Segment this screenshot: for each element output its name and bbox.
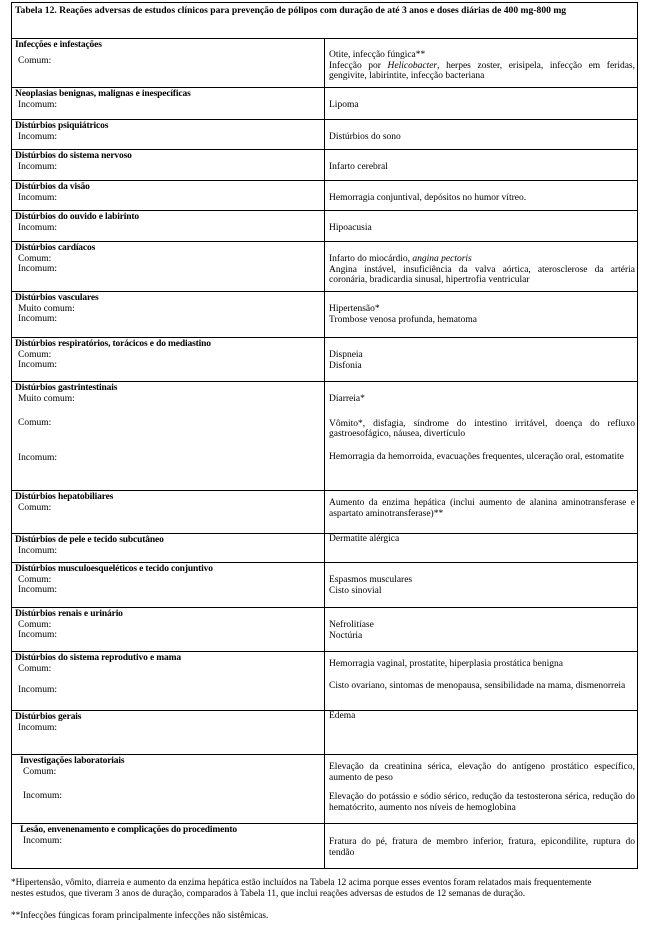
table-title: Tabela 12. Reações adversas de estudos clínicos para prevenção de pólipos com duração de até 3 anos e doses diárias de 400 mg-800 mg [12, 3, 638, 39]
category-cell [12, 824, 325, 869]
frequency-label: Comum: [18, 253, 52, 264]
table-row [12, 824, 638, 869]
frequency-label: Incomum: [18, 545, 58, 556]
reaction-text: Angina instável, insuficiência da valva aórtica, aterosclerose da artéria coronária, bradicardia sinusal, hipertrofia ventricular [329, 264, 635, 286]
frequency-label: Incomum: [18, 192, 58, 203]
reaction-text: Disfonia [329, 360, 362, 371]
category-heading: Distúrbios vasculares [15, 293, 99, 303]
reactions-cell [325, 181, 638, 211]
footnote-2: **Infecções fúngicas foram principalmente infecções não sistêmicas. [11, 911, 269, 921]
table-row [12, 338, 638, 382]
reactions-cell [325, 608, 638, 652]
table-row [12, 39, 638, 88]
reaction-text: Elevação da creatinina sérica, elevação do antígeno prostático específico, aumento de peso [329, 762, 635, 783]
reactions-cell [325, 534, 638, 563]
reactions-cell [325, 242, 638, 292]
frequency-label: Muito comum: [18, 303, 75, 314]
reaction-text: Dispneia [329, 350, 363, 360]
reaction-text: Dermatite alérgica [329, 534, 400, 544]
reaction-text: Cisto sinovial [329, 585, 382, 596]
category-cell [12, 181, 325, 211]
category-cell [12, 211, 325, 242]
category-heading: Distúrbios gastrintestinais [15, 383, 118, 393]
category-cell [12, 563, 325, 608]
reactions-cell [325, 39, 638, 88]
reaction-text: Hemorragia conjuntival, depósitos no humor vítreo. [329, 193, 527, 203]
reaction-text: Distúrbios do sono [329, 132, 401, 142]
footnote-1: *Hipertensão, vômito, diarreia e aumento da enzima hepática estão incluídos na Tabela 12 acima porque esses eventos foram relatados mais frequentemente nestes estudos, que tiveram 3 anos de duração, comparados à Tabela 11, que inclui reações adversas de estudos de 12 semanas de duração. [11, 878, 592, 899]
reaction-text: Aumento da enzima hepática (inclui aumento de alanina aminotransferase e aspartato aminotransferase)** [329, 498, 635, 519]
reaction-text: Diarreia* [329, 394, 365, 404]
category-heading: Infecções e infestações [15, 40, 102, 50]
table-row [12, 711, 638, 755]
table-row [12, 652, 638, 711]
frequency-label: Incomum: [18, 99, 58, 110]
table-row [12, 382, 638, 491]
category-cell [12, 150, 325, 181]
table-title-row [12, 3, 638, 39]
frequency-label: Incomum: [18, 222, 58, 233]
category-heading: Distúrbios da visão [15, 182, 90, 192]
reactions-cell [325, 150, 638, 181]
document [11, 2, 638, 869]
frequency-label: Comum: [18, 574, 52, 585]
frequency-label: Incomum: [18, 722, 58, 733]
category-heading: Distúrbios musculoesqueléticos e tecido conjuntivo [15, 564, 213, 574]
frequency-label: Incomum: [18, 131, 58, 142]
category-heading: Distúrbios cardíacos [15, 243, 96, 253]
frequency-label: Comum: [18, 55, 52, 66]
reactions-cell [325, 755, 638, 824]
category-cell [12, 491, 325, 534]
category-heading: Distúrbios de pele e tecido subcutâneo [15, 535, 164, 545]
category-cell [12, 292, 325, 338]
category-cell [12, 755, 325, 824]
reaction-text: Infecção por Helicobacter, herpes zoster, erisipela, infecção em feridas, gengivite, labirintite, infecção bacteriana [329, 60, 636, 82]
table-row [12, 292, 638, 338]
frequency-label: Comum: [18, 663, 52, 674]
table-row [12, 150, 638, 181]
category-heading: Distúrbios hepatobiliares [15, 492, 114, 502]
reactions-cell [325, 88, 638, 120]
category-heading: Investigações laboratoriais [20, 756, 125, 766]
reactions-cell [325, 382, 638, 491]
frequency-label: Incomum: [18, 161, 58, 172]
reactions-cell [325, 824, 638, 869]
frequency-label: Incomum: [18, 685, 58, 696]
table-row [12, 608, 638, 652]
reaction-text: Noctúria [329, 630, 363, 641]
frequency-label: Incomum: [23, 835, 63, 846]
reactions-cell [325, 652, 638, 711]
table-row [12, 491, 638, 534]
frequency-label: Comum: [18, 418, 52, 429]
frequency-label: Comum: [18, 619, 52, 630]
frequency-label: Comum: [23, 766, 57, 777]
category-heading: Lesão, envenenamento e complicações do procedimento [20, 825, 237, 835]
category-cell [12, 39, 325, 88]
frequency-label: Incomum: [18, 630, 58, 641]
category-cell [12, 608, 325, 652]
category-cell [12, 88, 325, 120]
category-cell [12, 338, 325, 382]
table-row [12, 120, 638, 150]
reaction-text: Lipoma [329, 100, 359, 110]
reaction-text: Hemorragia vaginal, prostatite, hiperplasia prostática benigna [329, 659, 563, 669]
reaction-text: Trombose venosa profunda, hematoma [329, 314, 477, 325]
reactions-cell [325, 338, 638, 382]
category-heading: Distúrbios respiratórios, torácicos e do mediastino [15, 339, 211, 349]
frequency-label: Incomum: [18, 360, 58, 371]
frequency-label: Incomum: [18, 452, 58, 463]
reactions-cell [325, 563, 638, 608]
reaction-text: Infarto do miocárdio, angina pectoris [329, 254, 472, 264]
category-cell [12, 120, 325, 150]
reactions-cell [325, 491, 638, 534]
reaction-text: Espasmos musculares [329, 575, 413, 585]
frequency-label: Incomum: [18, 264, 58, 275]
table-row [12, 88, 638, 120]
frequency-label: Comum: [18, 502, 52, 513]
reaction-text: Nefrolitíase [329, 620, 374, 630]
reaction-text: Edema [329, 711, 356, 721]
category-heading: Distúrbios do sistema nervoso [15, 151, 132, 161]
frequency-label: Incomum: [18, 585, 58, 596]
reaction-text: Hipertensão* [329, 304, 380, 314]
frequency-label: Incomum: [23, 791, 63, 802]
reaction-text: Cisto ovariano, sintomas de menopausa, sensibilidade na mama, dismenorreia [329, 680, 626, 691]
reaction-text: Fratura do pé, fratura de membro inferior, fratura, epicondilite, ruptura do tendão [329, 837, 635, 858]
frequency-label: Muito comum: [18, 393, 75, 404]
category-cell [12, 652, 325, 711]
category-heading: Neoplasias benignas, malignas e inespecíficas [15, 89, 191, 99]
category-heading: Distúrbios gerais [15, 712, 82, 722]
frequency-label: Comum: [18, 349, 52, 360]
reactions-cell [325, 120, 638, 150]
reaction-text: Hipoacusia [329, 223, 372, 233]
reaction-text: Hemorragia da hemorroida, evacuações frequentes, ulceração oral, estomatite [329, 451, 624, 462]
adverse-reactions-table [11, 2, 638, 869]
table-row [12, 181, 638, 211]
table-row [12, 534, 638, 563]
category-heading: Distúrbios renais e urinário [15, 609, 123, 619]
table-row [12, 755, 638, 824]
frequency-label: Incomum: [18, 314, 58, 325]
reaction-text: Elevação do potássio e sódio sérico, redução da testosterona sérica, redução do hematócrito, aumento nos níveis de hemoglobina [329, 792, 635, 813]
table-row [12, 563, 638, 608]
reactions-cell [325, 211, 638, 242]
category-cell [12, 534, 325, 563]
category-cell [12, 382, 325, 491]
category-cell [12, 711, 325, 755]
category-heading: Distúrbios do ouvido e labirinto [15, 212, 140, 222]
table-row [12, 211, 638, 242]
reaction-text: Vômito*, disfagia, síndrome do intestino irritável, doença do refluxo gastroesofágico, náusea, divertículo [329, 418, 635, 440]
category-heading: Distúrbios psiquiátricos [15, 121, 109, 131]
category-heading: Distúrbios do sistema reprodutivo e mama [15, 653, 181, 663]
reaction-text: Infarto cerebral [329, 162, 388, 172]
reactions-cell [325, 711, 638, 755]
reaction-text: Otite, infecção fúngica** [329, 50, 426, 60]
category-cell [12, 242, 325, 292]
reactions-cell [325, 292, 638, 338]
table-row [12, 242, 638, 292]
